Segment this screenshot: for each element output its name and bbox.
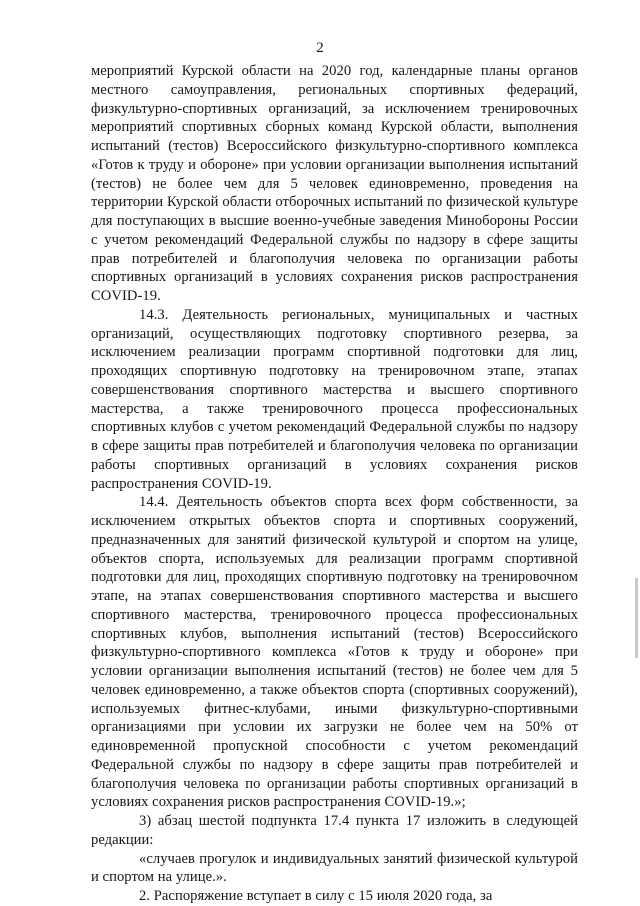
paragraph-14-3: 14.3. Деятельность региональных, муниципальных и частных организаций, осуществляющих подготовку спортивного резерва, за исключением реализации программ спортивной подготовки для лиц, проходящих спортивную подготовку на тренировочном этапе, этапах совершенствования спортивного мастерства и высшего спортивного мастерства, а также тренировочного процесса профессиональных спортивных клубов с учетом рекомендаций Федеральной службы по надзору в сфере защиты прав потребителей и благополучия человека по организации работы спортивных организаций в условиях сохранения рисков распространения COVID-19. bbox=[91, 306, 578, 492]
paragraph-item-3: 3) абзац шестой подпункта 17.4 пункта 17 изложить в следующей редакции: bbox=[91, 813, 578, 848]
paragraph-14-4: 14.4. Деятельность объектов спорта всех форм собственности, за исключением открытых объектов спорта и спортивных сооружений, предназначенных для занятий физической культурой и спортом на улице, объектов спорта, используемых для реализации программ спортивной подготовки для лиц, проходящих спортивную подготовку на тренировочном этапе, на этапах совершенствования спортивного мастерства и высшего спортивного мастерства, тренировочного процесса профессиональных спортивных клубов, выполнения испытаний (тестов) Всероссийского физкультурно-спортивного комплекса «Готов к труду и обороне» при условии организации выполнения испытаний (тестов) не более чем для 5 человек единовременно, а также объектов спорта (спортивных сооружений), используемых фитнес-клубами, иными физкультурно-спортивными организациями при условии их загрузки не более чем на 50% от единовременной пропускной способности с учетом рекомендаций Федеральной службы по надзору в сфере защиты прав потребителей и благополучия человека по организации работы спортивных организаций в условиях сохранения рисков распространения COVID-19.»; bbox=[91, 494, 578, 811]
document-body bbox=[91, 62, 578, 906]
scan-edge-mark bbox=[635, 578, 638, 658]
paragraph-continuation: мероприятий Курской области на 2020 год, календарные планы органов местного самоуправления, региональных спортивных федераций, физкультурно-спортивных организаций, за исключением тренировочных мероприятий спортивных сборных команд Курской области, выполнения испытаний (тестов) Всероссийского физкультурно-спортивного комплекса «Готов к труду и обороне» при условии организации выполнения испытаний (тестов) не более чем для 5 человек единовременно, проведения на территории Курской области отборочных испытаний по физической культуре для поступающих в высшие военно-учебные заведения Минобороны России с учетом рекомендаций Федеральной службы по надзору в сфере защиты прав потребителей и благополучия человека по организации работы спортивных организаций в условиях сохранения рисков распространения COVID-19. bbox=[91, 63, 578, 304]
paragraph-item-2: 2. Распоряжение вступает в силу с 15 июля 2020 года, за bbox=[139, 888, 493, 904]
page-number: 2 bbox=[316, 40, 324, 56]
paragraph-quote: «случаев прогулок и индивидуальных занятий физической культурой и спортом на улице.». bbox=[91, 850, 578, 886]
